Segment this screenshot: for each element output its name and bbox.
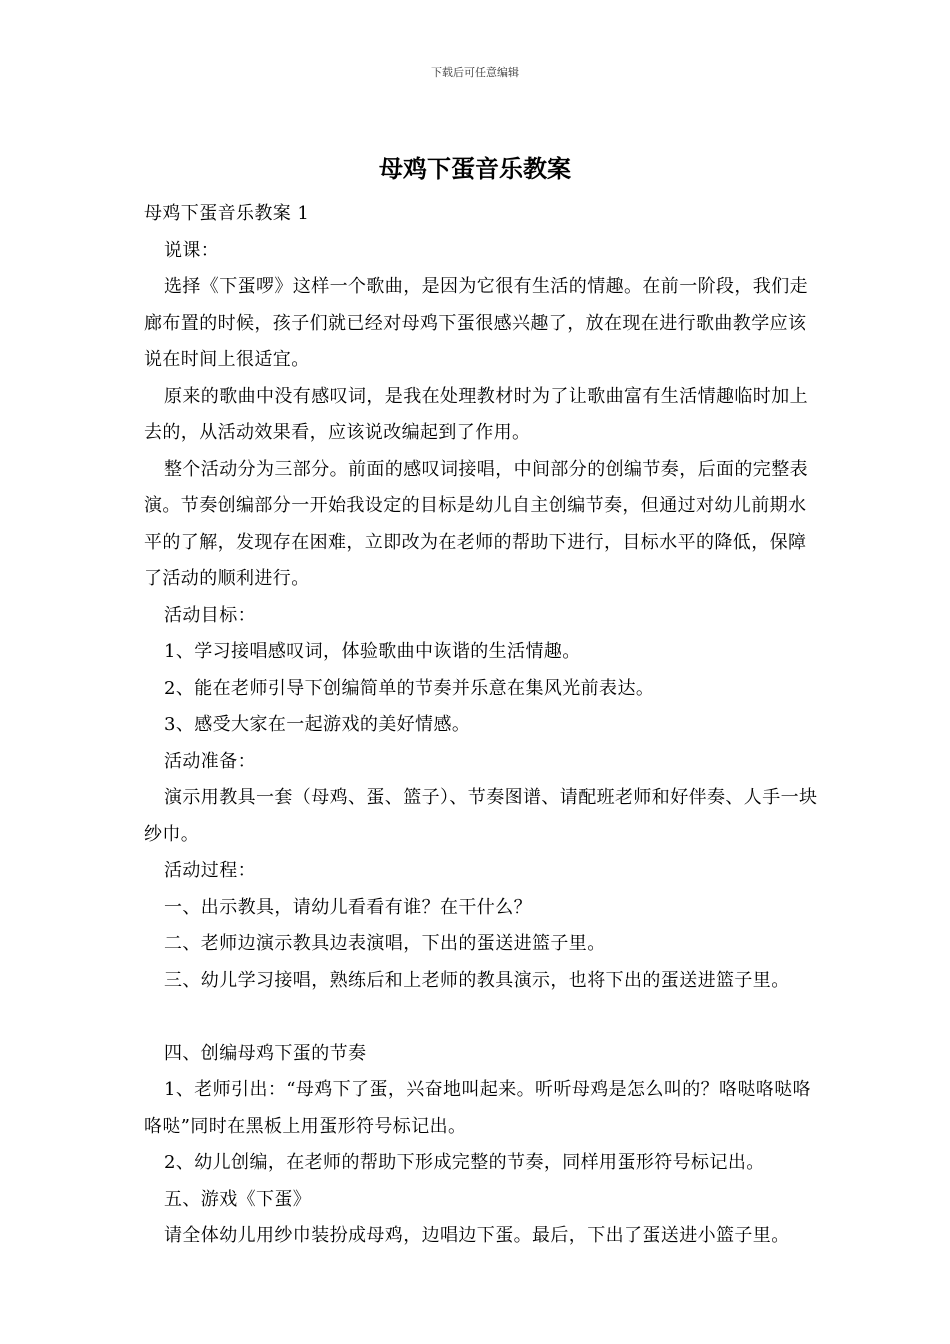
document-title: 母鸡下蛋音乐教案 [379,154,571,183]
paragraph-materials: 演示用教具一套（母鸡、蛋、篮子）、节奏图谱、请配班老师和好伴奏、人手一块纱巾。 [144,787,818,845]
goal-item-3: 3、感受大家在一起游戏的美好情感。 [164,714,471,735]
process-step-4: 四、创编母鸡下蛋的节奏 [164,1042,367,1064]
paragraph-game: 请全体幼儿用纱巾装扮成母鸡，边唱边下蛋。最后，下出了蛋送进小篮子里。 [164,1225,790,1246]
paragraph-activity-structure: 整个活动分为三部分。前面的感叹词接唱，中间部分的创编节奏，后面的完整表演。节奏创编部分一开始我设定的目标是幼儿自主创编节奏，但通过对幼儿前期水平的了解，发现存在困难，立即改为在老师的帮助下进行，目标水平的降低，保障了活动的顺利进行。 [144,458,808,589]
process-step-3: 三、幼儿学习接唱，熟练后和上老师的教具演示，也将下出的蛋送进篮子里。 [164,969,790,991]
header-note: 下载后可任意编辑 [431,66,519,79]
process-step-4-item-2: 2、幼儿创编，在老师的帮助下形成完整的节奏，同样用蛋形符号标记出。 [164,1152,765,1173]
blank-line [144,999,824,1036]
heading-activity-goals: 活动目标： [164,604,256,626]
paragraph-interjection: 原来的歌曲中没有感叹词，是我在处理教材时为了让歌曲富有生活情趣临时加上去的，从活动效果看，应该说改编起到了作用。 [144,385,808,443]
section-subtitle: 母鸡下蛋音乐教案 1 [144,203,310,224]
process-step-2: 二、老师边演示教具边表演唱，下出的蛋送进篮子里。 [164,933,606,954]
document-body [144,196,824,1255]
goal-item-2: 2、能在老师引导下创编简单的节奏并乐意在集风光前表达。 [164,677,655,699]
heading-activity-process: 活动过程： [164,860,256,881]
process-step-1: 一、出示教具，请幼儿看看有谁？在干什么？ [164,896,532,918]
goal-item-1: 1、学习接唱感叹词，体验歌曲中诙谐的生活情趣。 [164,641,581,662]
paragraph-song-choice: 选择《下蛋啰》这样一个歌曲，是因为它很有生活的情趣。在前一阶段，我们走廊布置的时候，孩子们就已经对母鸡下蛋很感兴趣了，放在现在进行歌曲教学应该说在时间上很适宜。 [144,276,808,370]
heading-activity-preparation: 活动准备： [164,750,256,772]
process-step-4-item-1: 1、老师引出：“母鸡下了蛋，兴奋地叫起来。听听母鸡是怎么叫的？咯哒咯哒咯咯哒”同时在黑板上用蛋形符号标记出。 [144,1079,812,1137]
process-step-5: 五、游戏《下蛋》 [164,1188,312,1210]
paragraph-shuoke-heading: 说课： [164,239,220,261]
